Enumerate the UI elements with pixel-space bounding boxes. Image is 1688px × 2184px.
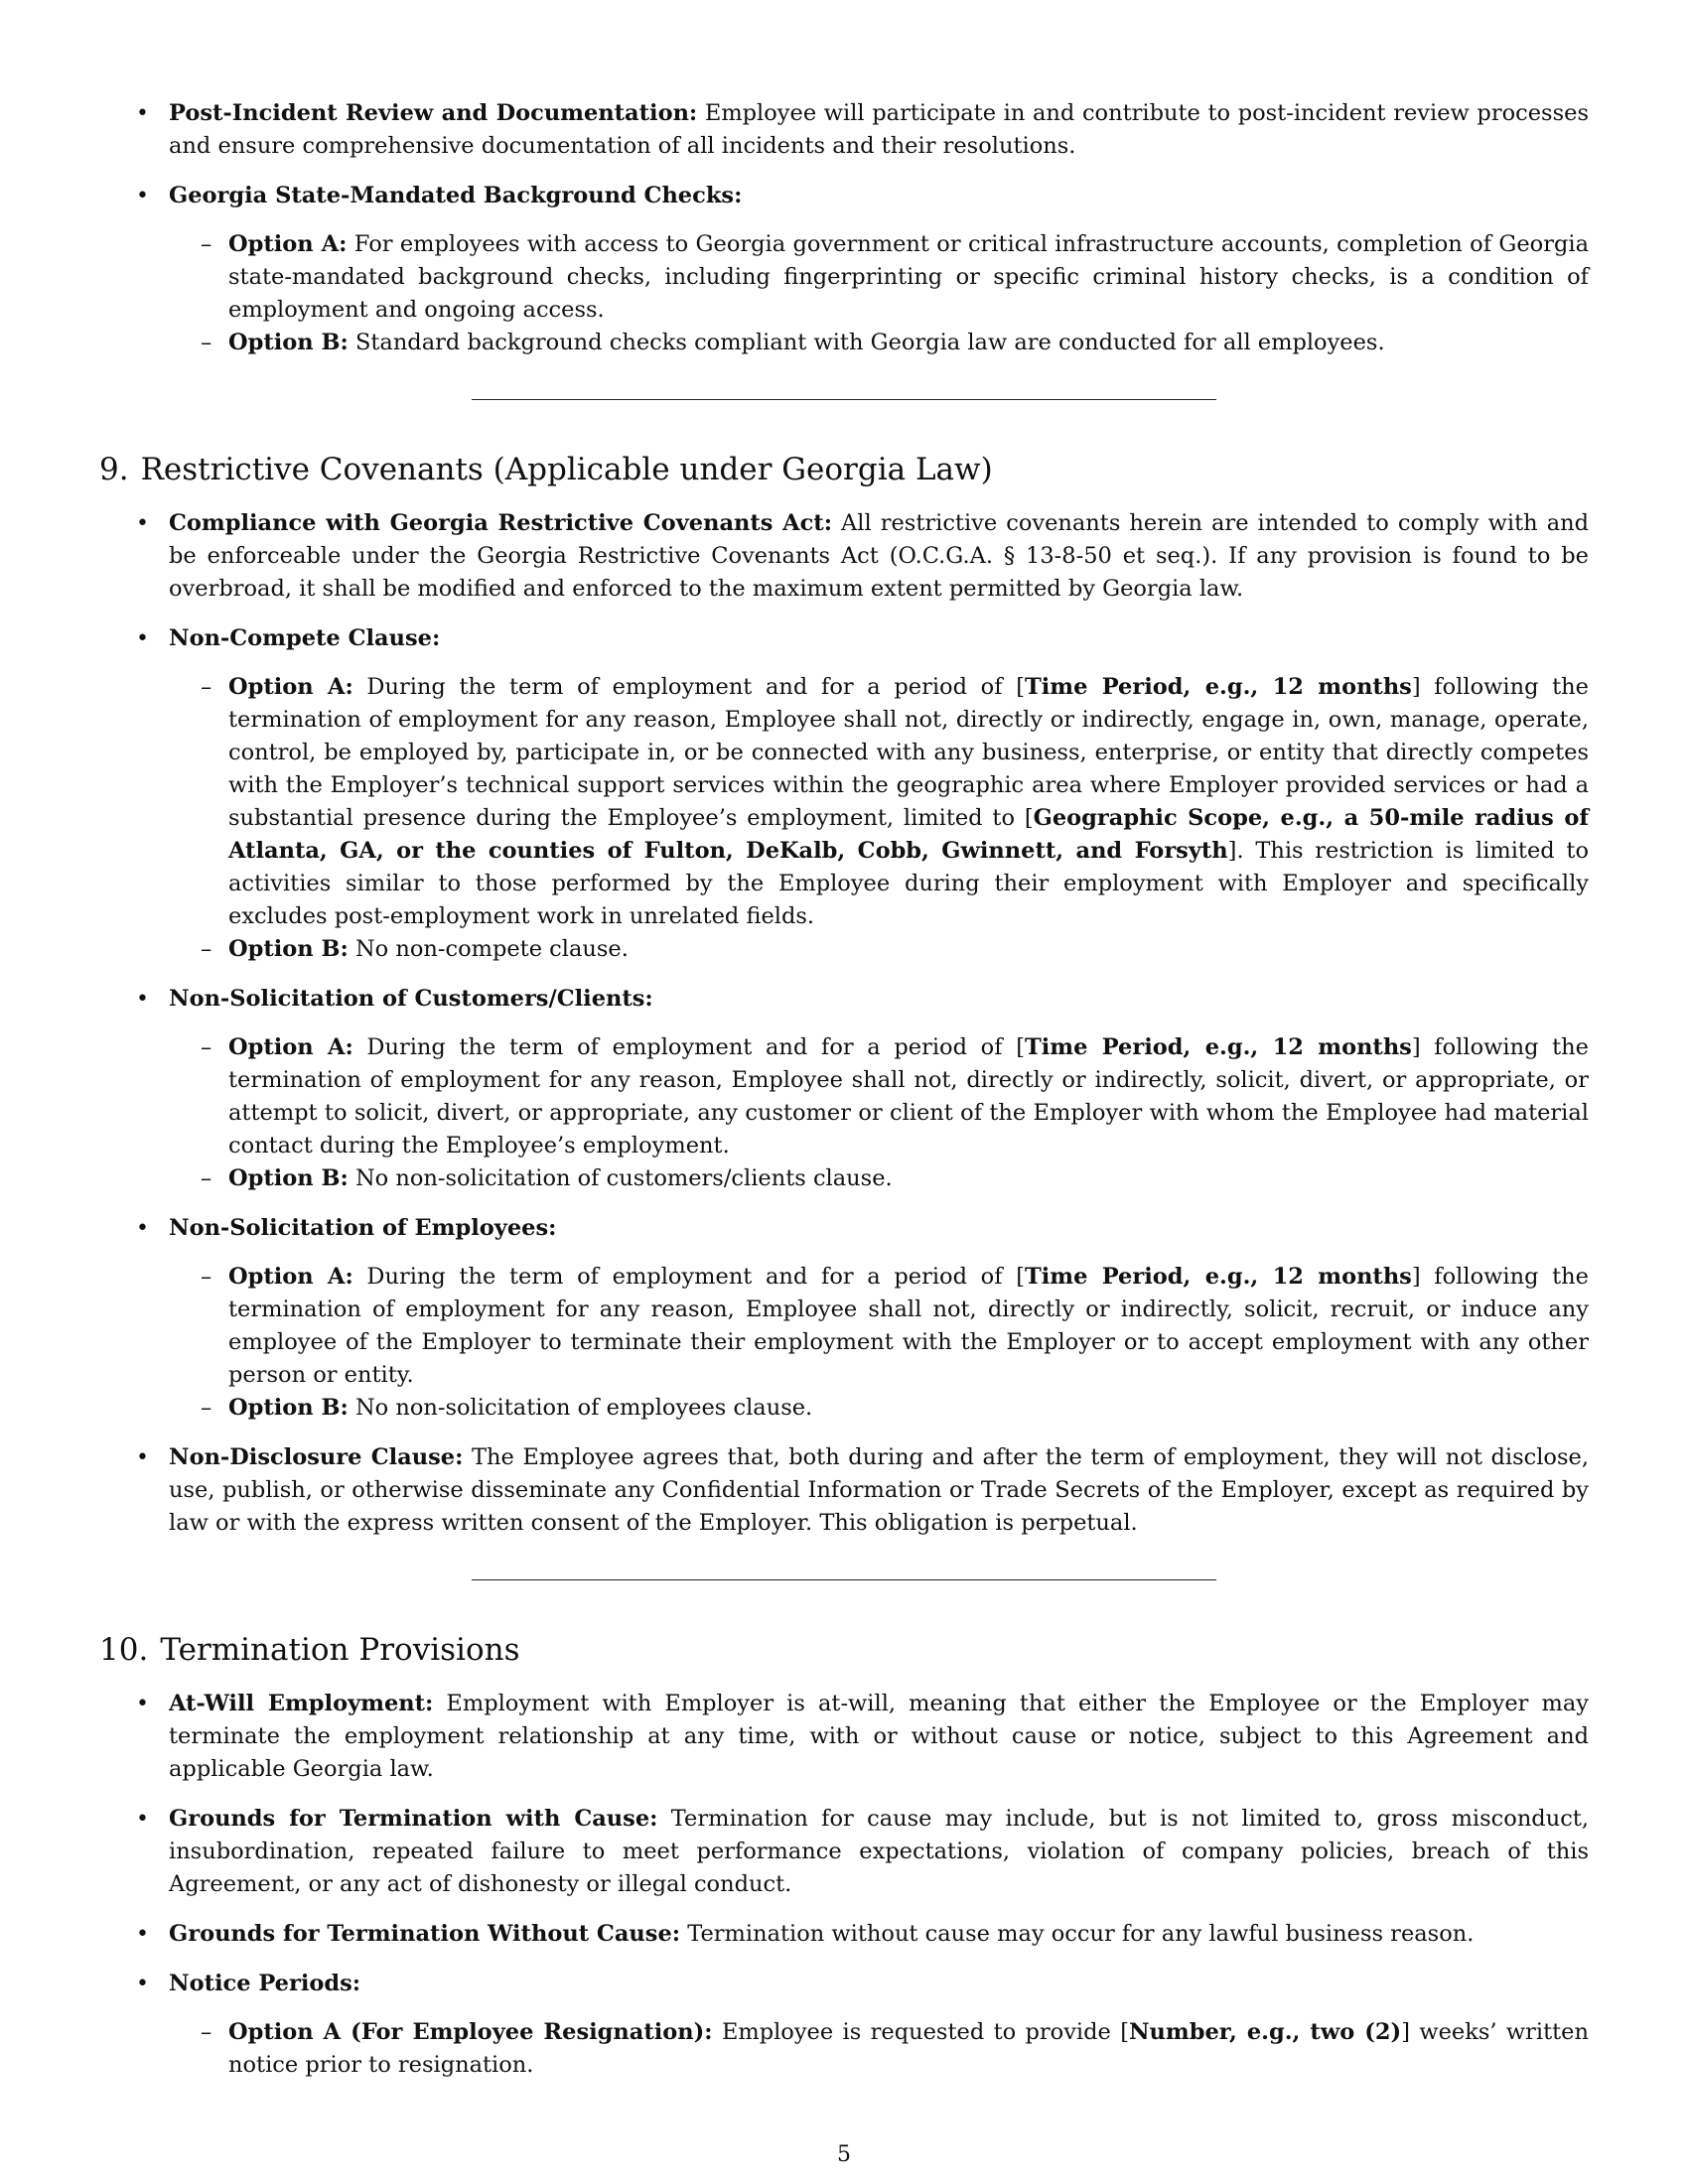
item-label: Grounds for Termination with Cause: [169, 1806, 658, 1832]
option-label: Option A: [228, 231, 348, 257]
option-text: Employee is requested to provide [ [712, 2019, 1129, 2045]
section8-tail-list [99, 97, 1589, 359]
option-text: ] weeks’ written notice prior to resignation. [228, 2019, 1589, 2078]
list-item-compliance [99, 507, 1589, 606]
section9-list [99, 507, 1589, 1540]
option-a [169, 228, 1589, 327]
option-label: Option A: [228, 674, 353, 700]
item-text: Employee will participate in and contribute to post-incident review processes and ensure comprehensive documentation of all incidents and their resolutions. [169, 100, 1589, 159]
option-text: During the term of employment and for a period of [ [352, 1034, 1025, 1060]
list-item-without-cause [99, 1918, 1589, 1951]
item-text: Employment with Employer is at-will, meaning that either the Employee or the Employer may terminate the employment relationship at any time, with or without cause or notice, subject to this Agreement and applicable Georgia law. [169, 1691, 1589, 1782]
list-item-non-compete [99, 622, 1589, 966]
option-a [169, 1261, 1589, 1392]
list-item-at-will [99, 1688, 1589, 1786]
page-number: 5 [837, 2142, 851, 2167]
option-text: No non-compete clause. [348, 936, 629, 962]
option-b [169, 1392, 1589, 1425]
placeholder-geographic-scope: Geographic Scope, e.g., a 50-mile radius of Atlanta, GA, or the counties of Fulton, DeKalb, Cobb, Gwinnett, and Forsyth [228, 805, 1590, 864]
option-list [169, 1261, 1589, 1425]
option-a [169, 1031, 1589, 1162]
section-heading-10 [99, 1630, 1589, 1670]
list-item-notice-periods [99, 1968, 1589, 2082]
option-label: Option B: [228, 330, 349, 355]
section-title: Termination Provisions [160, 1632, 520, 1668]
option-text: No non-solicitation of customers/clients clause. [348, 1165, 893, 1191]
item-text: Termination without cause may occur for any lawful business reason. [680, 1921, 1475, 1947]
option-a [169, 2016, 1589, 2082]
option-label: Option B: [228, 936, 349, 962]
section-number: 10. [99, 1632, 149, 1668]
section10-list [99, 1688, 1589, 2082]
option-text: Standard background checks compliant with Georgia law are conducted for all employees. [348, 330, 1385, 355]
item-label: Non-Compete Clause: [169, 625, 441, 651]
option-list [169, 671, 1589, 966]
list-item-with-cause [99, 1803, 1589, 1901]
option-b [169, 327, 1589, 359]
option-label: Option B: [228, 1165, 349, 1191]
list-item-non-solicit-customers [99, 983, 1589, 1195]
list-item-post-incident [99, 97, 1589, 163]
item-label: Non-Solicitation of Employees: [169, 1215, 557, 1241]
option-label: Option A: [228, 1264, 353, 1290]
section-number: 9. [99, 452, 129, 487]
list-item-background-checks [99, 180, 1589, 359]
option-label: Option A: [228, 1034, 353, 1060]
item-text: The Employee agrees that, both during and after the term of employment, they will not disclose, use, publish, or otherwise disseminate any Confidential Information or Trade Secrets of the Employer, except as required by law or with the express written consent of the Employer. This obligation is perpetual. [169, 1444, 1589, 1536]
option-b [169, 1162, 1589, 1195]
item-text: All restrictive covenants herein are intended to comply with and be enforceable under the Georgia Restrictive Covenants Act (O.C.G.A. § 13-8-50 et seq.). If any provision is found to be overbroad, it shall be modified and enforced to the maximum extent permitted by Georgia law. [169, 510, 1589, 602]
option-text: During the term of employment and for a period of [ [352, 1264, 1025, 1290]
item-text: Termination for cause may include, but is not limited to, gross misconduct, insubordination, repeated failure to meet performance expectations, violation of company policies, breach of this Agreement, or any act of dishonesty or illegal conduct. [169, 1806, 1589, 1897]
item-label: At-Will Employment: [169, 1691, 434, 1716]
option-text: During the term of employment and for a period of [ [352, 674, 1025, 700]
option-list [169, 228, 1589, 359]
option-label: Option A (For Employee Resignation): [228, 2019, 713, 2045]
placeholder-time-period: Time Period, e.g., 12 months [1024, 1264, 1412, 1290]
item-label: Post-Incident Review and Documentation: [169, 100, 698, 126]
option-b [169, 933, 1589, 966]
placeholder-time-period: Time Period, e.g., 12 months [1024, 1034, 1412, 1060]
item-label: Non-Solicitation of Customers/Clients: [169, 986, 653, 1012]
option-list [169, 2016, 1589, 2082]
page-content [99, 97, 1589, 2099]
section-divider [472, 1579, 1216, 1580]
option-text: For employees with access to Georgia government or critical infrastructure accounts, completion of Georgia state-mandated background checks, including fingerprinting or specific criminal history checks, is a condition of employment and ongoing access. [228, 231, 1589, 323]
item-label: Georgia State-Mandated Background Checks: [169, 183, 743, 208]
option-label: Option B: [228, 1395, 349, 1421]
item-label: Grounds for Termination Without Cause: [169, 1921, 681, 1947]
option-text: ] following the termination of employment for any reason, Employee shall not, directly or indirectly, solicit, recruit, or induce any employee of the Employer to terminate their employment with the Employer or to accept employment with any other person or entity. [228, 1264, 1589, 1388]
placeholder-number: Number, e.g., two (2) [1128, 2019, 1402, 2045]
option-text: No non-solicitation of employees clause. [348, 1395, 813, 1421]
option-text: ] following the termination of employment for any reason, Employee shall not, directly or indirectly, engage in, own, manage, operate, control, be employed by, participate in, or be connected with any business, enterprise, or entity that directly competes with the Employer’s technical support services within the geographic area where Employer provided services or had a substantial presence during the Employee’s employment, limited to [ [228, 674, 1589, 831]
list-item-non-disclosure [99, 1441, 1589, 1540]
option-a [169, 671, 1589, 933]
placeholder-time-period: Time Period, e.g., 12 months [1024, 674, 1412, 700]
item-label: Non-Disclosure Clause: [169, 1444, 464, 1470]
section-title: Restrictive Covenants (Applicable under Georgia Law) [140, 452, 993, 487]
option-list [169, 1031, 1589, 1195]
option-text: ]. This restriction is limited to activities similar to those performed by the Employee during their employment with Employer and specifically excludes post-employment work in unrelated fields. [228, 838, 1590, 929]
item-label: Notice Periods: [169, 1971, 361, 1996]
list-item-non-solicit-employees [99, 1212, 1589, 1425]
option-text: ] following the termination of employment for any reason, Employee shall not, directly or indirectly, solicit, divert, or appropriate, or attempt to solicit, divert, or appropriate, any customer or client of the Employer with whom the Employee had material contact during the Employee’s employment. [228, 1034, 1589, 1159]
item-label: Compliance with Georgia Restrictive Covenants Act: [169, 510, 833, 536]
section-heading-9 [99, 450, 1589, 489]
section-divider [472, 399, 1216, 400]
